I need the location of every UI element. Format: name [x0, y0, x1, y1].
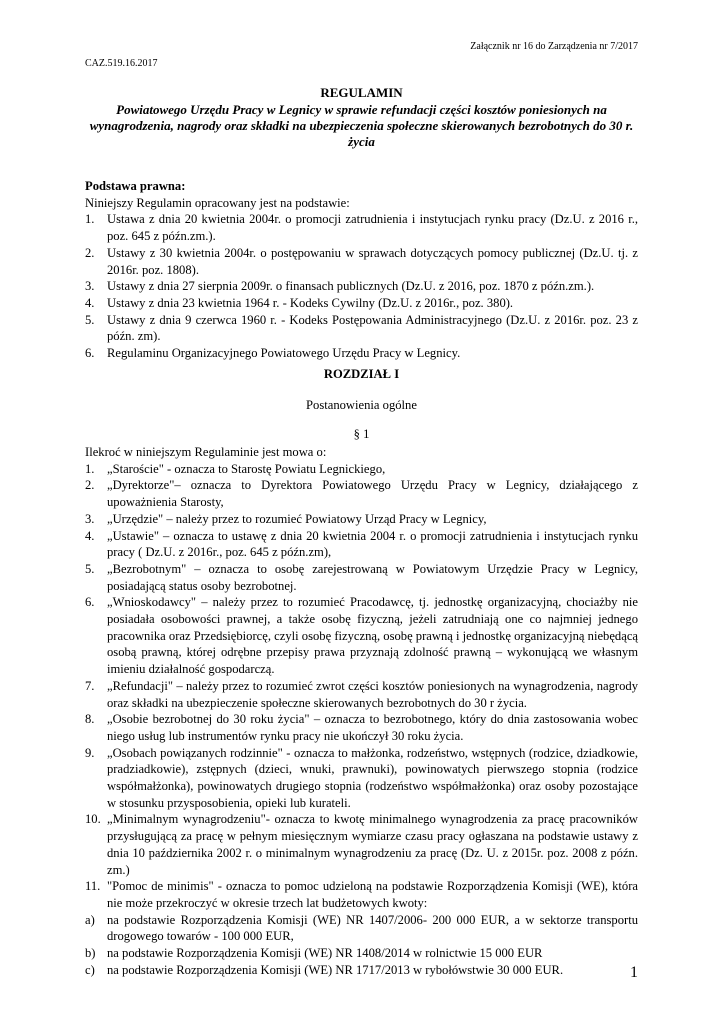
list-item-text: „Ustawie" – oznacza to ustawę z dnia 20 kwietnia 2004 r. o promocji zatrudnienia i instytucjach rynku pracy ( Dz.U. z 2016r., poz. 645 z późn.zm),: [107, 528, 638, 560]
legal-basis-intro: Niniejszy Regulamin opracowany jest na podstawie:: [85, 195, 350, 210]
list-item-text: „Wnioskodawcy" – należy przez to rozumieć Pracodawcę, tj. jednostkę organizacyjną, chociażby nie posiadała osobowości prawnej, a także osobę fizyczną, jeżeli zatrudniają one co najmniej jednego pracownika oraz Przedsiębiorcę, czyli osobę fizyczną, osobę prawną i jednostkę organizacyjną niebędącą osobą prawną, której odrębne przepisy prawa przyznają zdolność prawną – wykonującą we własnym imieniu działalność gospodarczą.: [107, 595, 638, 677]
list-item-number: 6.: [85, 346, 95, 361]
list-item-text: „Bezrobotnym" – oznacza to osobę zarejestrowaną w Powiatowym Urzędzie Pracy w Legnicy, posiadającą status osoby bezrobotnej.: [107, 561, 638, 593]
reference-number: CAZ.519.16.2017: [85, 58, 158, 69]
list-item: [85, 561, 638, 594]
list-item-number: 7.: [85, 678, 95, 693]
chapter-heading: ROZDZIAŁ I: [323, 367, 400, 381]
list-item-text: „Refundacji" – należy przez to rozumieć zwrot części kosztów poniesionych na wynagrodzenia, nagrody oraz składki na ubezpieczenie społeczne skierowanych bezrobotnych do 30 r życia.: [107, 678, 638, 710]
list-item-text: Ustawy z dnia 23 kwietnia 1964 r. - Kodeks Cywilny (Dz.U. z 2016r., poz. 380).: [107, 295, 514, 310]
list-item-text: na podstawie Rozporządzenia Komisji (WE) NR 1407/2006- 200 000 EUR, a w sektorze transportu drogowego towarów - 100 000 EUR,: [107, 912, 638, 944]
definitions-section: [85, 444, 638, 979]
list-item-text: „Osobie bezrobotnej do 30 roku życia" – oznacza to bezrobotnego, który do dnia zastosowania wobec niego usług lub instrumentów rynku pracy nie ukończył 30 roku życia.: [107, 712, 638, 743]
list-item: [85, 477, 638, 510]
list-item-number: a): [85, 912, 95, 927]
list-item-text: Regulaminu Organizacyjnego Powiatowego Urzędu Pracy w Legnicy.: [107, 346, 461, 361]
list-item-text: Ustawy z dnia 9 czerwca 1960 r. - Kodeks Postępowania Administracyjnego (Dz.U. z 2016r. poz. 23 z późn. zm).: [107, 312, 638, 344]
legal-basis-section: [85, 178, 638, 362]
list-item: [85, 678, 638, 711]
document-title: REGULAMIN: [320, 85, 403, 100]
list-item-number: 6.: [85, 595, 95, 610]
list-item: [85, 211, 638, 244]
list-item: [85, 912, 638, 945]
list-item: [85, 528, 638, 561]
list-item-number: 10.: [85, 812, 101, 827]
list-item-text: „Urzędzie" – należy przez to rozumieć Powiatowy Urząd Pracy w Legnicy,: [107, 511, 487, 526]
legal-basis-heading: Podstawa prawna:: [85, 179, 186, 193]
list-item-number: b): [85, 946, 96, 961]
list-item-text: „Osobach powiązanych rodzinnie" - oznacza to małżonka, rodzeństwo, wstępnych (rodzice, dziadkowie, pradziadkowie), zstępnych (dzieci, wnuki, prawnuki), powinowatych pierwszego stopnia (rodzice współmałżonka), powinowatych drugiego stopnia (rodzeństwo współmałżonka) oraz osoby pozostające w stosunku przysposobienia, opieki lub kurateli.: [107, 745, 638, 810]
list-item-text: Ustawy z dnia 27 sierpnia 2009r. o finansach publicznych (Dz.U. z 2016, poz. 1870 z późn.zm.).: [107, 279, 595, 294]
list-item-number: 11.: [85, 879, 101, 894]
list-item: [85, 278, 638, 295]
document-subtitle: Powiatowego Urzędu Pracy w Legnicy w sprawie refundacji części kosztów poniesionych na wynagrodzenia, nagrody oraz składki na ubezpieczenia społeczne skierowanych bezrobotnych do 30 r. życia: [89, 102, 634, 149]
list-item-number: 2.: [85, 478, 95, 493]
list-item: [85, 345, 638, 362]
list-item: [85, 878, 638, 911]
list-item: [85, 511, 638, 528]
list-item-number: 8.: [85, 712, 95, 727]
definitions-intro: Ilekroć w niniejszym Regulaminie jest mowa o:: [85, 445, 327, 459]
list-item-text: na podstawie Rozporządzenia Komisji (WE) NR 1717/2013 w rybołówstwie 30 000 EUR.: [107, 962, 564, 977]
list-item-text: „Minimalnym wynagrodzeniu"- oznacza to kwotę minimalnego wynagrodzenia za pracę pracowników przysługującą za pracę w pełnym miesięcznym wymiarze czasu pracy ogłaszana na podstawie ustawy z dnia 10 października 2002 r. o minimalnym wynagrodzeniu za pracę (Dz. U. z 2015r. poz. 2008 z późn. zm.): [107, 812, 638, 877]
list-item-number: 9.: [85, 745, 95, 760]
list-item-number: 3.: [85, 279, 95, 294]
chapter-subheading: Postanowienia ogólne: [306, 398, 417, 412]
list-item-text: „Dyrektorze"– oznacza to Dyrektora Powiatowego Urzędu Pracy w Legnicy, działającego z upoważnienia Starosty,: [107, 478, 638, 510]
list-item-number: 1.: [85, 212, 95, 227]
attachment-note: Załącznik nr 16 do Zarządzenia nr 7/2017: [470, 41, 638, 52]
list-item-text: „Staroście" - oznacza to Starostę Powiatu Legnickiego,: [107, 461, 386, 476]
list-item-text: Ustawy z 30 kwietnia 2004r. o postępowaniu w sprawach dotyczących pomocy publicznej (Dz.U. tj. z 2016r. poz. 1808).: [107, 245, 638, 277]
list-item-number: 4.: [85, 528, 95, 543]
list-item: [85, 312, 638, 345]
list-item-text: na podstawie Rozporządzenia Komisji (WE) NR 1408/2014 w rolnictwie 15 000 EUR: [107, 946, 543, 961]
list-item-number: c): [85, 962, 95, 977]
list-item-text: Ustawa z dnia 20 kwietnia 2004r. o promocji zatrudnienia i instytucjach rynku pracy (Dz.U. z 2016 r., poz. 645 z późn.zm.).: [107, 212, 638, 244]
legal-basis-list: [85, 211, 638, 361]
list-item: [85, 945, 638, 962]
list-item: [85, 461, 638, 478]
list-item: [85, 245, 638, 278]
section-mark: § 1: [353, 427, 370, 441]
list-item: [85, 295, 638, 312]
list-item-number: 3.: [85, 511, 95, 526]
list-item-number: 2.: [85, 245, 95, 260]
list-item: [85, 711, 638, 744]
list-item-number: 4.: [85, 295, 95, 310]
list-item: [85, 594, 638, 678]
list-item: [85, 811, 638, 878]
list-item: [85, 745, 638, 812]
list-item-text: "Pomoc de minimis" - oznacza to pomoc udzieloną na podstawie Rozporządzenia Komisji (WE), która nie może przekroczyć w okresie trzech lat budżetowych kwoty:: [107, 879, 638, 910]
list-item-number: 1.: [85, 461, 95, 476]
list-item-number: 5.: [85, 312, 95, 327]
definitions-list: [85, 461, 638, 979]
list-item-number: 5.: [85, 561, 95, 576]
page-number: 1: [630, 964, 638, 981]
list-item: [85, 962, 638, 979]
